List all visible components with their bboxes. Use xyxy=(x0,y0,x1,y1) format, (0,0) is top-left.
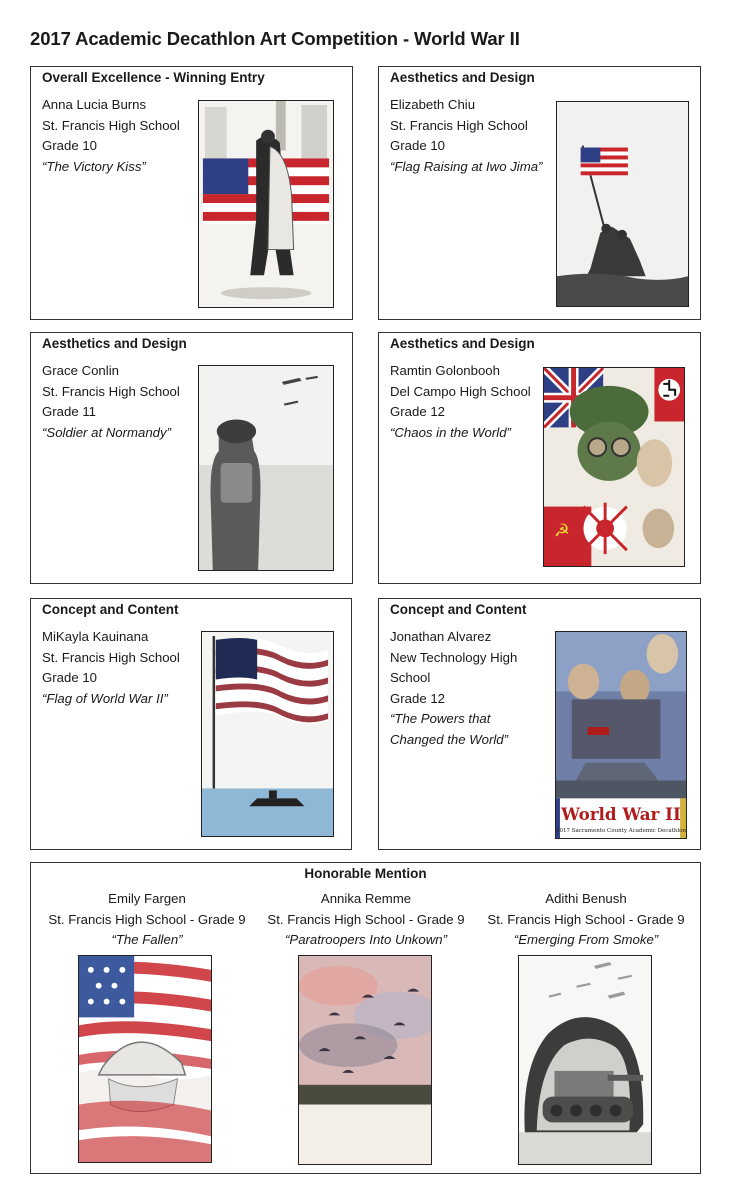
entry-info xyxy=(42,95,180,177)
entry-info xyxy=(390,627,546,750)
school-grade: St. Francis High School - Grade 9 xyxy=(267,911,465,927)
artwork-fallen-image xyxy=(78,955,212,1163)
artwork-title: “Chaos in the World” xyxy=(390,424,511,440)
artwork-flag-image xyxy=(201,631,334,837)
category-heading: Concept and Content xyxy=(390,602,527,617)
category-heading: Aesthetics and Design xyxy=(390,336,535,351)
artwork-iwo-jima-image xyxy=(556,101,689,307)
honorable-mention-heading: Honorable Mention xyxy=(304,866,427,881)
grade-level: Grade 12 xyxy=(390,404,445,419)
artwork-title: “Flag Raising at Iwo Jima” xyxy=(390,158,543,174)
artwork-title: “The Fallen” xyxy=(111,932,183,947)
artwork-victory-kiss-image xyxy=(198,100,334,308)
artist-name: MiKayla Kauinana xyxy=(42,629,149,644)
school-grade: St. Francis High School - Grade 9 xyxy=(487,911,685,927)
artwork-title: “Paratroopers Into Unkown” xyxy=(285,932,447,947)
artwork-powers-poster xyxy=(555,631,687,839)
honorable-entry-smoke xyxy=(481,889,691,951)
school-grade: St. Francis High School - Grade 9 xyxy=(48,911,246,927)
entry-card-iwo-jima xyxy=(378,66,701,320)
artist-name: Ramtin Golonbooh xyxy=(390,363,500,378)
artist-name: Adithi Benush xyxy=(545,891,627,906)
grade-level: Grade 12 xyxy=(390,690,445,706)
honorable-entry-fallen xyxy=(42,889,252,951)
grade-level: Grade 10 xyxy=(42,670,97,685)
artist-name: Anna Lucia Burns xyxy=(42,97,147,112)
artwork-smoke-image xyxy=(518,955,652,1165)
artwork-title: “The Victory Kiss” xyxy=(42,158,146,174)
page-title: 2017 Academic Decathlon Art Competition - World War II xyxy=(30,28,520,49)
entry-card-powers xyxy=(378,598,701,850)
artist-name: Emily Fargen xyxy=(108,891,186,906)
entry-card-chaos xyxy=(378,332,701,584)
entry-info xyxy=(42,361,180,443)
entry-info xyxy=(390,361,531,443)
category-heading: Aesthetics and Design xyxy=(390,70,535,85)
category-heading: Aesthetics and Design xyxy=(42,336,187,351)
artist-name: Elizabeth Chiu xyxy=(390,97,476,112)
grade-level: Grade 10 xyxy=(42,138,97,153)
artwork-chaos-image xyxy=(543,367,685,567)
category-heading: Concept and Content xyxy=(42,602,179,617)
artist-name: Annika Remme xyxy=(320,891,412,906)
artwork-title: “Emerging From Smoke” xyxy=(513,932,659,947)
grade-level: Grade 11 xyxy=(42,404,97,419)
artwork-title: “Flag of World War II” xyxy=(42,690,168,706)
artwork-title: “Soldier at Normandy” xyxy=(42,424,171,440)
honorable-entry-paratroopers xyxy=(261,889,471,951)
entry-card-normandy xyxy=(30,332,353,584)
school-name: St. Francis High School xyxy=(42,383,180,399)
entry-card-victory-kiss xyxy=(30,66,353,320)
category-heading: Overall Excellence - Winning Entry xyxy=(42,70,265,85)
honorable-mention-section xyxy=(30,862,701,1174)
entry-card-flag xyxy=(30,598,352,850)
poster-caption: 2017 Sacramento County Academic Decathlon xyxy=(556,828,686,835)
school-name: St. Francis High School xyxy=(42,649,180,665)
school-name: St. Francis High School xyxy=(390,117,528,133)
school-name: St. Francis High School xyxy=(42,117,180,133)
artist-name: Jonathan Alvarez xyxy=(390,629,492,644)
artwork-title: “The Powers that Changed the World” xyxy=(390,711,509,747)
school-name: Del Campo High School xyxy=(390,383,531,399)
artwork-normandy-image xyxy=(198,365,334,571)
entry-info xyxy=(390,95,542,177)
grade-level: Grade 10 xyxy=(390,138,445,153)
svg-text:☭: ☭ xyxy=(553,520,570,542)
entry-info xyxy=(42,627,180,709)
artist-name: Grace Conlin xyxy=(42,363,119,378)
poster-heading: World War II xyxy=(561,804,681,825)
artwork-paratroopers-image xyxy=(298,955,432,1165)
school-name: New Technology High School xyxy=(390,649,518,685)
